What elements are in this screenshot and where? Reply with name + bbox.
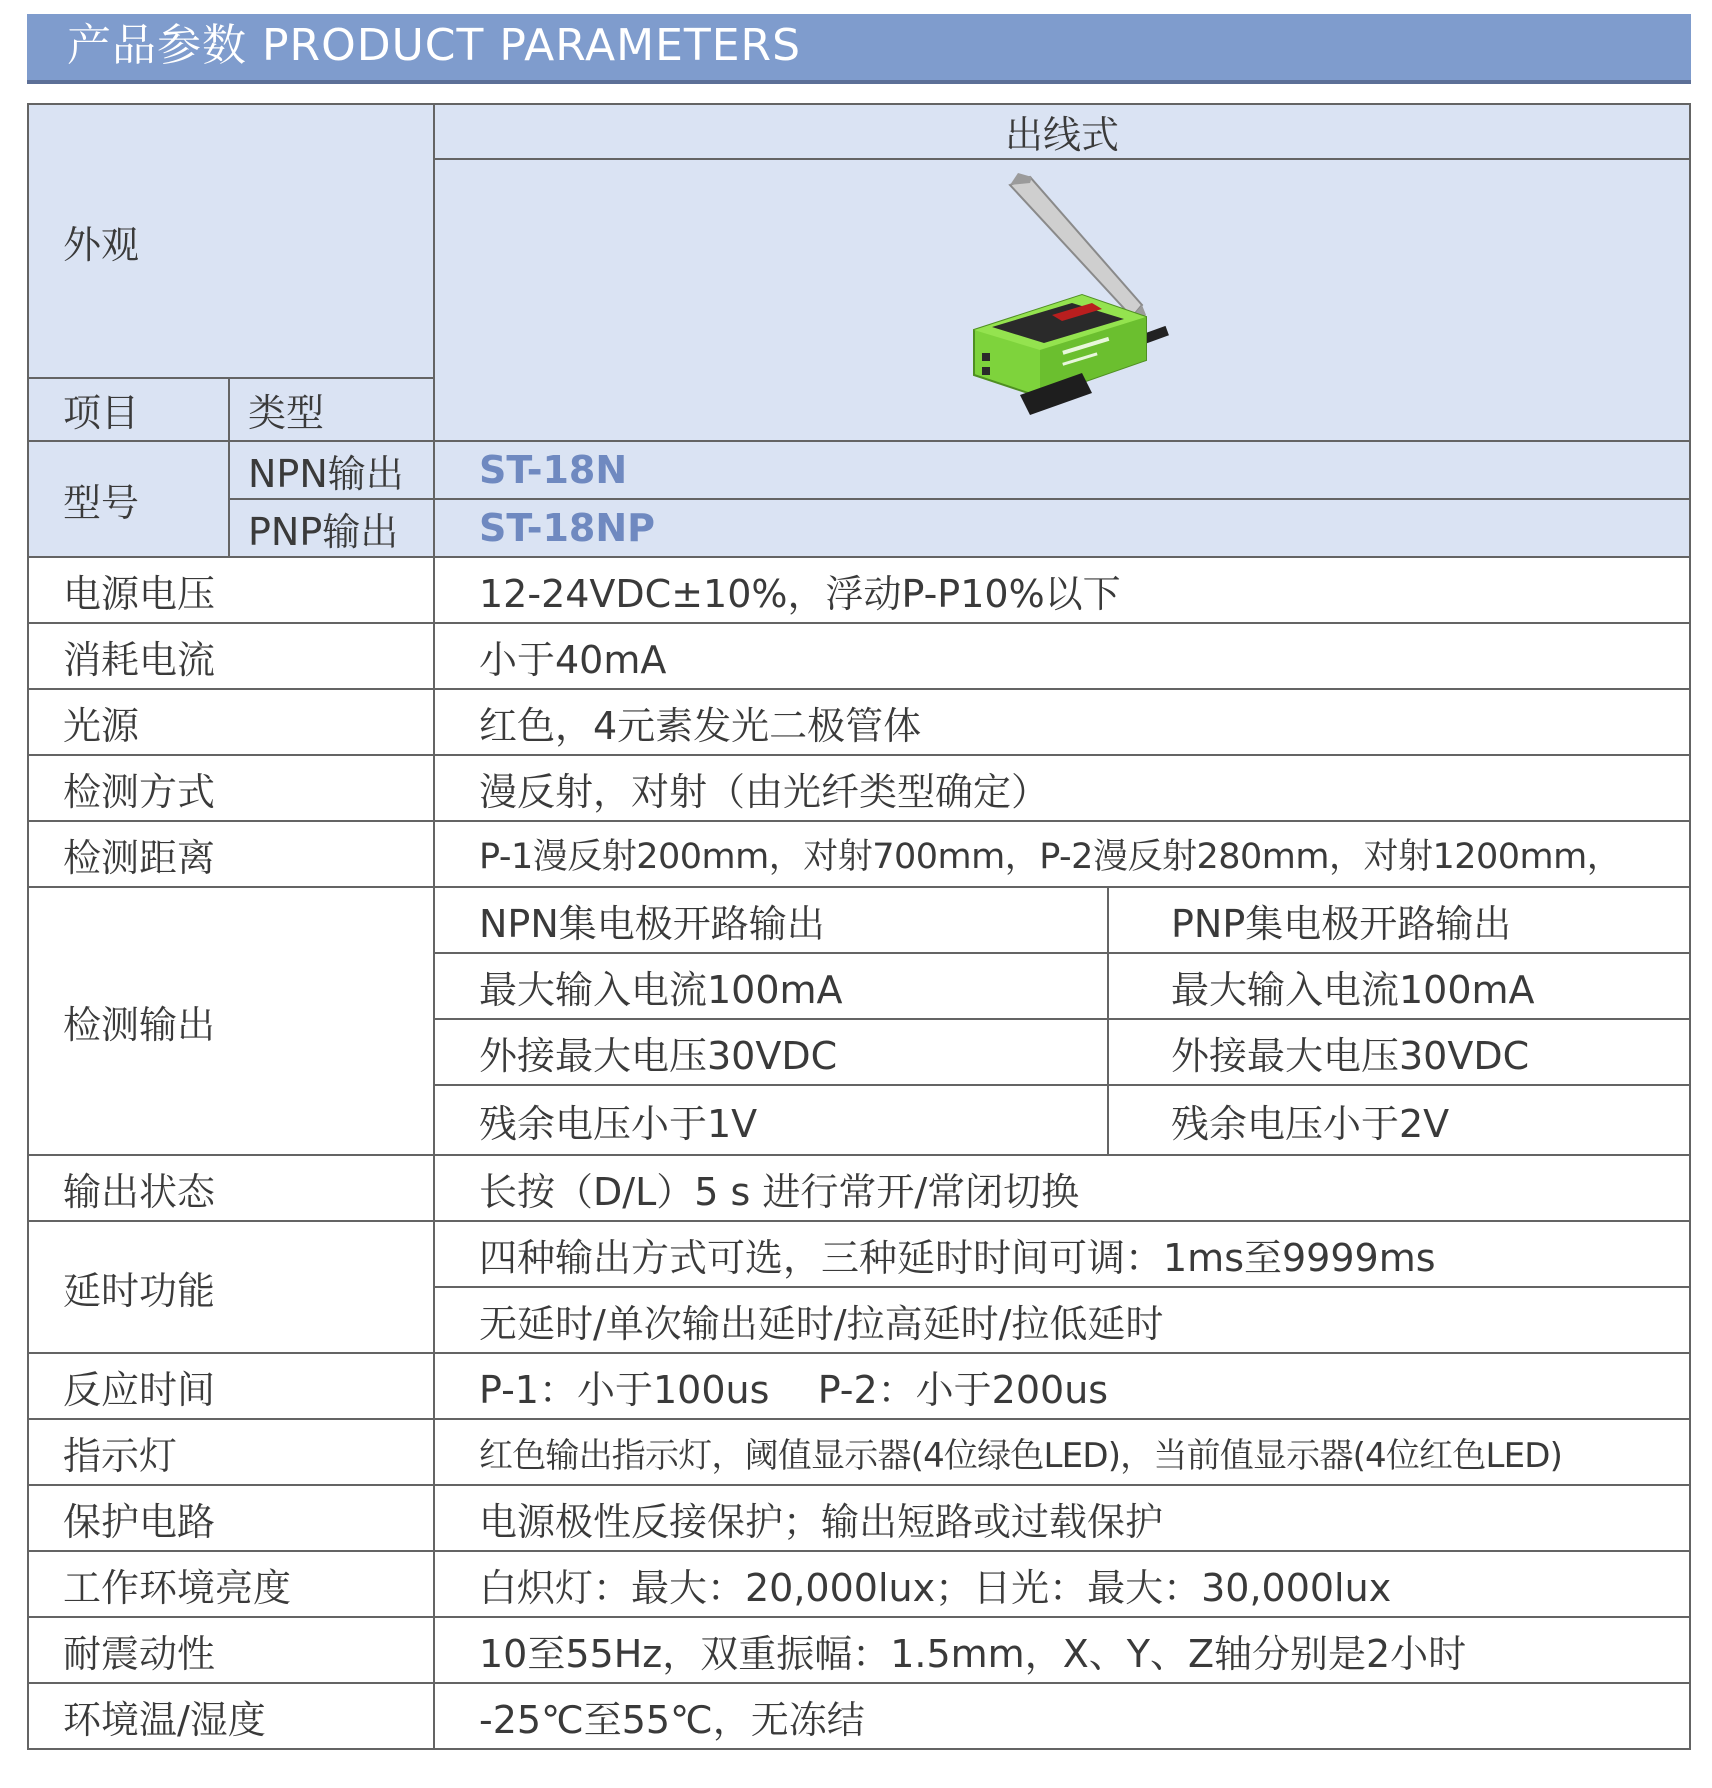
npn-model-value: ST-18N — [433, 440, 1691, 500]
param-label: 保护电路 — [27, 1484, 435, 1552]
pnp-spec: PNP集电极开路输出 — [1107, 886, 1691, 954]
param-label: 指示灯 — [27, 1418, 435, 1486]
model-label: 型号 — [27, 440, 230, 558]
param-value: P-1漫反射200mm，对射700mm，P-2漫反射280mm，对射1200mm， — [433, 820, 1691, 888]
param-label: 消耗电流 — [27, 622, 435, 690]
cable-type-header: 出线式 — [433, 103, 1691, 160]
param-value: 10至55Hz，双重振幅：1.5mm，X、Y、Z轴分别是2小时 — [433, 1616, 1691, 1684]
param-label: 检测方式 — [27, 754, 435, 822]
delay-value: 无延时/单次输出延时/拉高延时/拉低延时 — [433, 1286, 1691, 1354]
page-header — [27, 14, 1691, 84]
pnp-output-label: PNP输出 — [228, 498, 435, 558]
pnp-spec: 残余电压小于2V — [1107, 1084, 1691, 1156]
detection-output-label: 检测输出 — [27, 886, 435, 1156]
pnp-model-value: ST-18NP — [433, 498, 1691, 558]
appearance-label: 外观 — [27, 103, 435, 379]
parameters-table — [27, 103, 1691, 1775]
param-label: 环境温/湿度 — [27, 1682, 435, 1750]
page-title: 产品参数 PRODUCT PARAMETERS — [67, 20, 802, 71]
param-label: 耐震动性 — [27, 1616, 435, 1684]
param-value: 12-24VDC±10%，浮动P-P10%以下 — [433, 556, 1691, 624]
param-value: 红色，4元素发光二极管体 — [433, 688, 1691, 756]
delay-function-label: 延时功能 — [27, 1220, 435, 1354]
param-value: 白炽灯：最大：20,000lux；日光：最大：30,000lux — [433, 1550, 1691, 1618]
param-label: 光源 — [27, 688, 435, 756]
param-label: 电源电压 — [27, 556, 435, 624]
param-label: 检测距离 — [27, 820, 435, 888]
npn-spec: 外接最大电压30VDC — [433, 1018, 1109, 1086]
param-value: 漫反射，对射（由光纤类型确定） — [433, 754, 1691, 822]
param-value: P-1：小于100us P-2：小于200us — [433, 1352, 1691, 1420]
output-state-label: 输出状态 — [27, 1154, 435, 1222]
type-label: 类型 — [228, 377, 435, 442]
param-label: 反应时间 — [27, 1352, 435, 1420]
npn-spec: 最大输入电流100mA — [433, 952, 1109, 1020]
product-image-cell — [433, 158, 1691, 442]
param-value: 红色输出指示灯，阈值显示器(4位绿色LED)，当前值显示器(4位红色LED) — [433, 1418, 1691, 1486]
pnp-spec: 最大输入电流100mA — [1107, 952, 1691, 1020]
item-label: 项目 — [27, 377, 230, 442]
param-value: 小于40mA — [433, 622, 1691, 690]
output-state-value: 长按（D/L）5 s 进行常开/常闭切换 — [433, 1154, 1691, 1222]
param-value: 电源极性反接保护；输出短路或过载保护 — [433, 1484, 1691, 1552]
delay-value: 四种输出方式可选，三种延时时间可调：1ms至9999ms — [433, 1220, 1691, 1288]
param-label: 工作环境亮度 — [27, 1550, 435, 1618]
npn-output-label: NPN输出 — [228, 440, 435, 500]
fiber-amplifier-sensor-icon — [932, 165, 1192, 435]
param-value: -25℃至55℃，无冻结 — [433, 1682, 1691, 1750]
pnp-spec: 外接最大电压30VDC — [1107, 1018, 1691, 1086]
npn-spec: NPN集电极开路输出 — [433, 886, 1109, 954]
npn-spec: 残余电压小于1V — [433, 1084, 1109, 1156]
